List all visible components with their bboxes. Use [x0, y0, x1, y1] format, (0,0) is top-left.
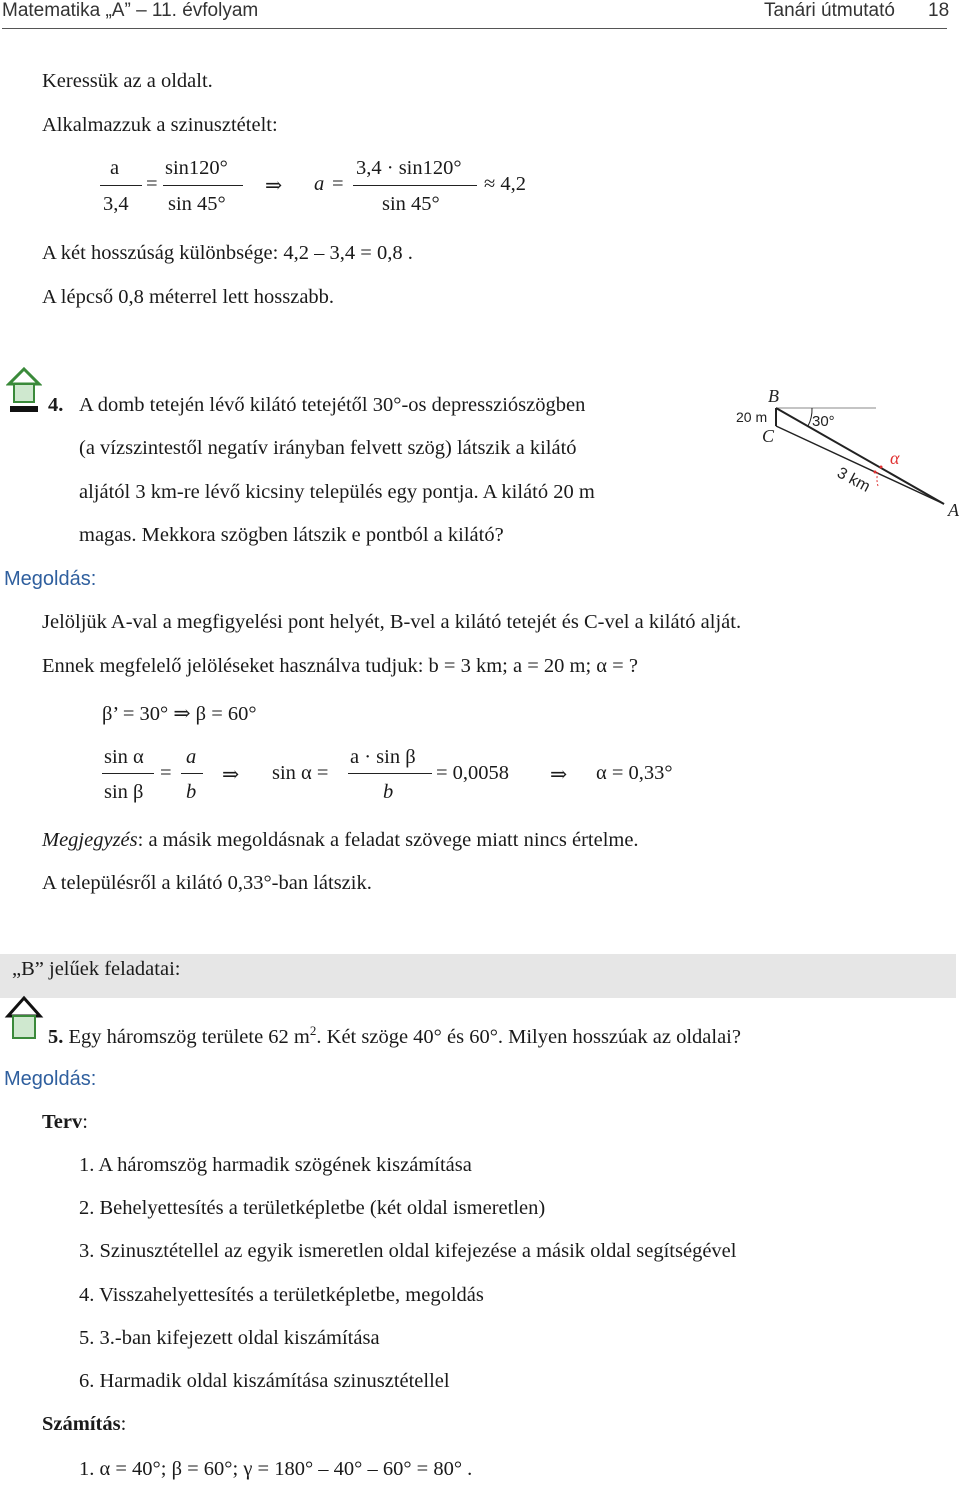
- note-text: : a másik megoldásnak a feladat szövege miatt nincs értelme.: [137, 829, 639, 851]
- eq1-lhs-den: 3,4: [103, 193, 129, 215]
- fraction-bar: [348, 773, 432, 774]
- intro-line2: Alkalmazzuk a szinusztételt:: [42, 114, 278, 136]
- alpha-arc: [877, 472, 878, 486]
- task4-number: 4.: [48, 394, 64, 416]
- header-rule: [2, 28, 947, 29]
- house-icon: [4, 994, 44, 1046]
- calc-label: Számítás: [42, 1413, 121, 1435]
- implies-arrow: ⇒: [550, 764, 568, 786]
- plan-step: 2. Behelyettesítés a területképletbe (két oldal ismeretlen): [79, 1197, 546, 1219]
- plan-label: Terv: [42, 1111, 83, 1133]
- calc-heading: [42, 1413, 126, 1436]
- intro-line1: Keressük az a oldalt.: [42, 70, 213, 92]
- solution4-line2: Ennek megfelelő jelöléseket használva tudjuk: b = 3 km; a = 20 m; α = ?: [42, 655, 638, 677]
- eq1-den2: sin 45°: [382, 193, 440, 215]
- task5-number: 5.: [48, 1025, 64, 1048]
- task4-text-line: magas. Mekkora szögben látszik e pontból a kilátó?: [79, 524, 504, 546]
- eq1-lhs-num: a: [110, 157, 120, 179]
- label-alpha: α: [890, 448, 900, 468]
- intro-line3: A két hosszúság különbsége: 4,2 – 3,4 = 0,8 .: [42, 242, 413, 264]
- equals-sign: =: [160, 762, 172, 784]
- eq2-den3: b: [383, 781, 394, 803]
- implies-arrow: ⇒: [265, 175, 283, 197]
- eq2-num3: a · sin β: [350, 746, 416, 768]
- task4-text-line: (a vízszintestől negatív irányban felvett szög) látszik a kilátó: [79, 437, 577, 459]
- eq1-rhs-den: sin 45°: [168, 193, 226, 215]
- solution4-line1: Jelöljük A-val a megfigyelési pont helyét, B-vel a kilátó tetejét és C-vel a kilátó alját.: [42, 611, 742, 633]
- task5-text-rest: . Két szöge 40° és 60°. Milyen hosszúak az oldalai?: [316, 1025, 741, 1048]
- tower-diagram: [730, 384, 960, 524]
- plan-step: 4. Visszahelyettesítés a területképletbe, megoldás: [79, 1284, 484, 1306]
- task5-sup: 2: [309, 1023, 317, 1038]
- eq2-den1: sin β: [104, 781, 144, 803]
- solution-heading: Megoldás:: [4, 568, 97, 590]
- plan-colon: :: [82, 1111, 88, 1133]
- calc-line: 1. α = 40°; β = 60°; γ = 180° – 40° – 60° = 80° .: [79, 1458, 473, 1480]
- section-b-title: „B” jelűek feladatai:: [12, 958, 181, 980]
- eq1-approx: ≈ 4,2: [484, 173, 527, 195]
- label-distance: 3 km: [834, 464, 873, 496]
- note-label: Megjegyzés: [42, 829, 138, 851]
- label-height: 20 m: [736, 409, 768, 425]
- eq2-result: = 0,0058: [436, 762, 510, 784]
- equals-sign: =: [146, 173, 158, 195]
- house-icon: [6, 366, 42, 414]
- fraction-bar: [163, 185, 243, 186]
- label-angle: 30°: [812, 413, 835, 430]
- eq2-den2: b: [186, 781, 197, 803]
- fraction-bar: [102, 773, 154, 774]
- page-number: 18: [928, 0, 950, 21]
- fraction-bar: [181, 773, 203, 774]
- eq1-rhs-num: sin120°: [165, 157, 228, 179]
- eq2-num1: sin α: [104, 746, 144, 768]
- label-B: B: [768, 386, 779, 406]
- plan-step: 1. A háromszög harmadik szögének kiszámítása: [79, 1154, 472, 1176]
- label-A: A: [948, 500, 959, 520]
- header-left: Matematika „A” – 11. évfolyam: [2, 0, 259, 21]
- beta-equation: β’ = 30° ⇒ β = 60°: [102, 703, 257, 725]
- equals-sign: =: [332, 173, 344, 195]
- eq1-a: a: [314, 173, 325, 195]
- note: [42, 829, 639, 852]
- label-C: C: [762, 426, 775, 446]
- eq2-num2: a: [186, 746, 197, 768]
- plan-step: 5. 3.-ban kifejezett oldal kiszámítása: [79, 1327, 380, 1349]
- header-right: Tanári útmutató: [764, 0, 895, 21]
- fraction-bar: [100, 185, 142, 186]
- solution-heading: Megoldás:: [4, 1068, 97, 1090]
- plan-step: 3. Szinusztétellel az egyik ismeretlen oldal kifejezése a másik oldal segítségével: [79, 1240, 737, 1262]
- task4-text-line: A domb tetején lévő kilátó tetejétől 30°-os depressziószögben: [79, 394, 586, 416]
- eq2-sin-alpha: sin α =: [272, 762, 329, 784]
- task4-text-line: aljától 3 km-re lévő kicsiny település egy pontja. A kilátó 20 m: [79, 481, 595, 503]
- intro-line4: A lépcső 0,8 méterrel lett hosszabb.: [42, 286, 335, 308]
- conclusion: A településről a kilátó 0,33°-ban látszik.: [42, 872, 372, 894]
- eq1-num2: 3,4 · sin120°: [356, 157, 462, 179]
- eq2-final: α = 0,33°: [596, 762, 673, 784]
- implies-arrow: ⇒: [222, 764, 240, 786]
- plan-heading: [42, 1111, 88, 1134]
- plan-step: 6. Harmadik oldal kiszámítása szinusztétellel: [79, 1370, 450, 1392]
- fraction-bar: [353, 185, 477, 186]
- task5-text: Egy háromszög területe 62 m: [68, 1025, 310, 1048]
- task5-line: [48, 1023, 741, 1049]
- calc-colon: :: [120, 1413, 127, 1435]
